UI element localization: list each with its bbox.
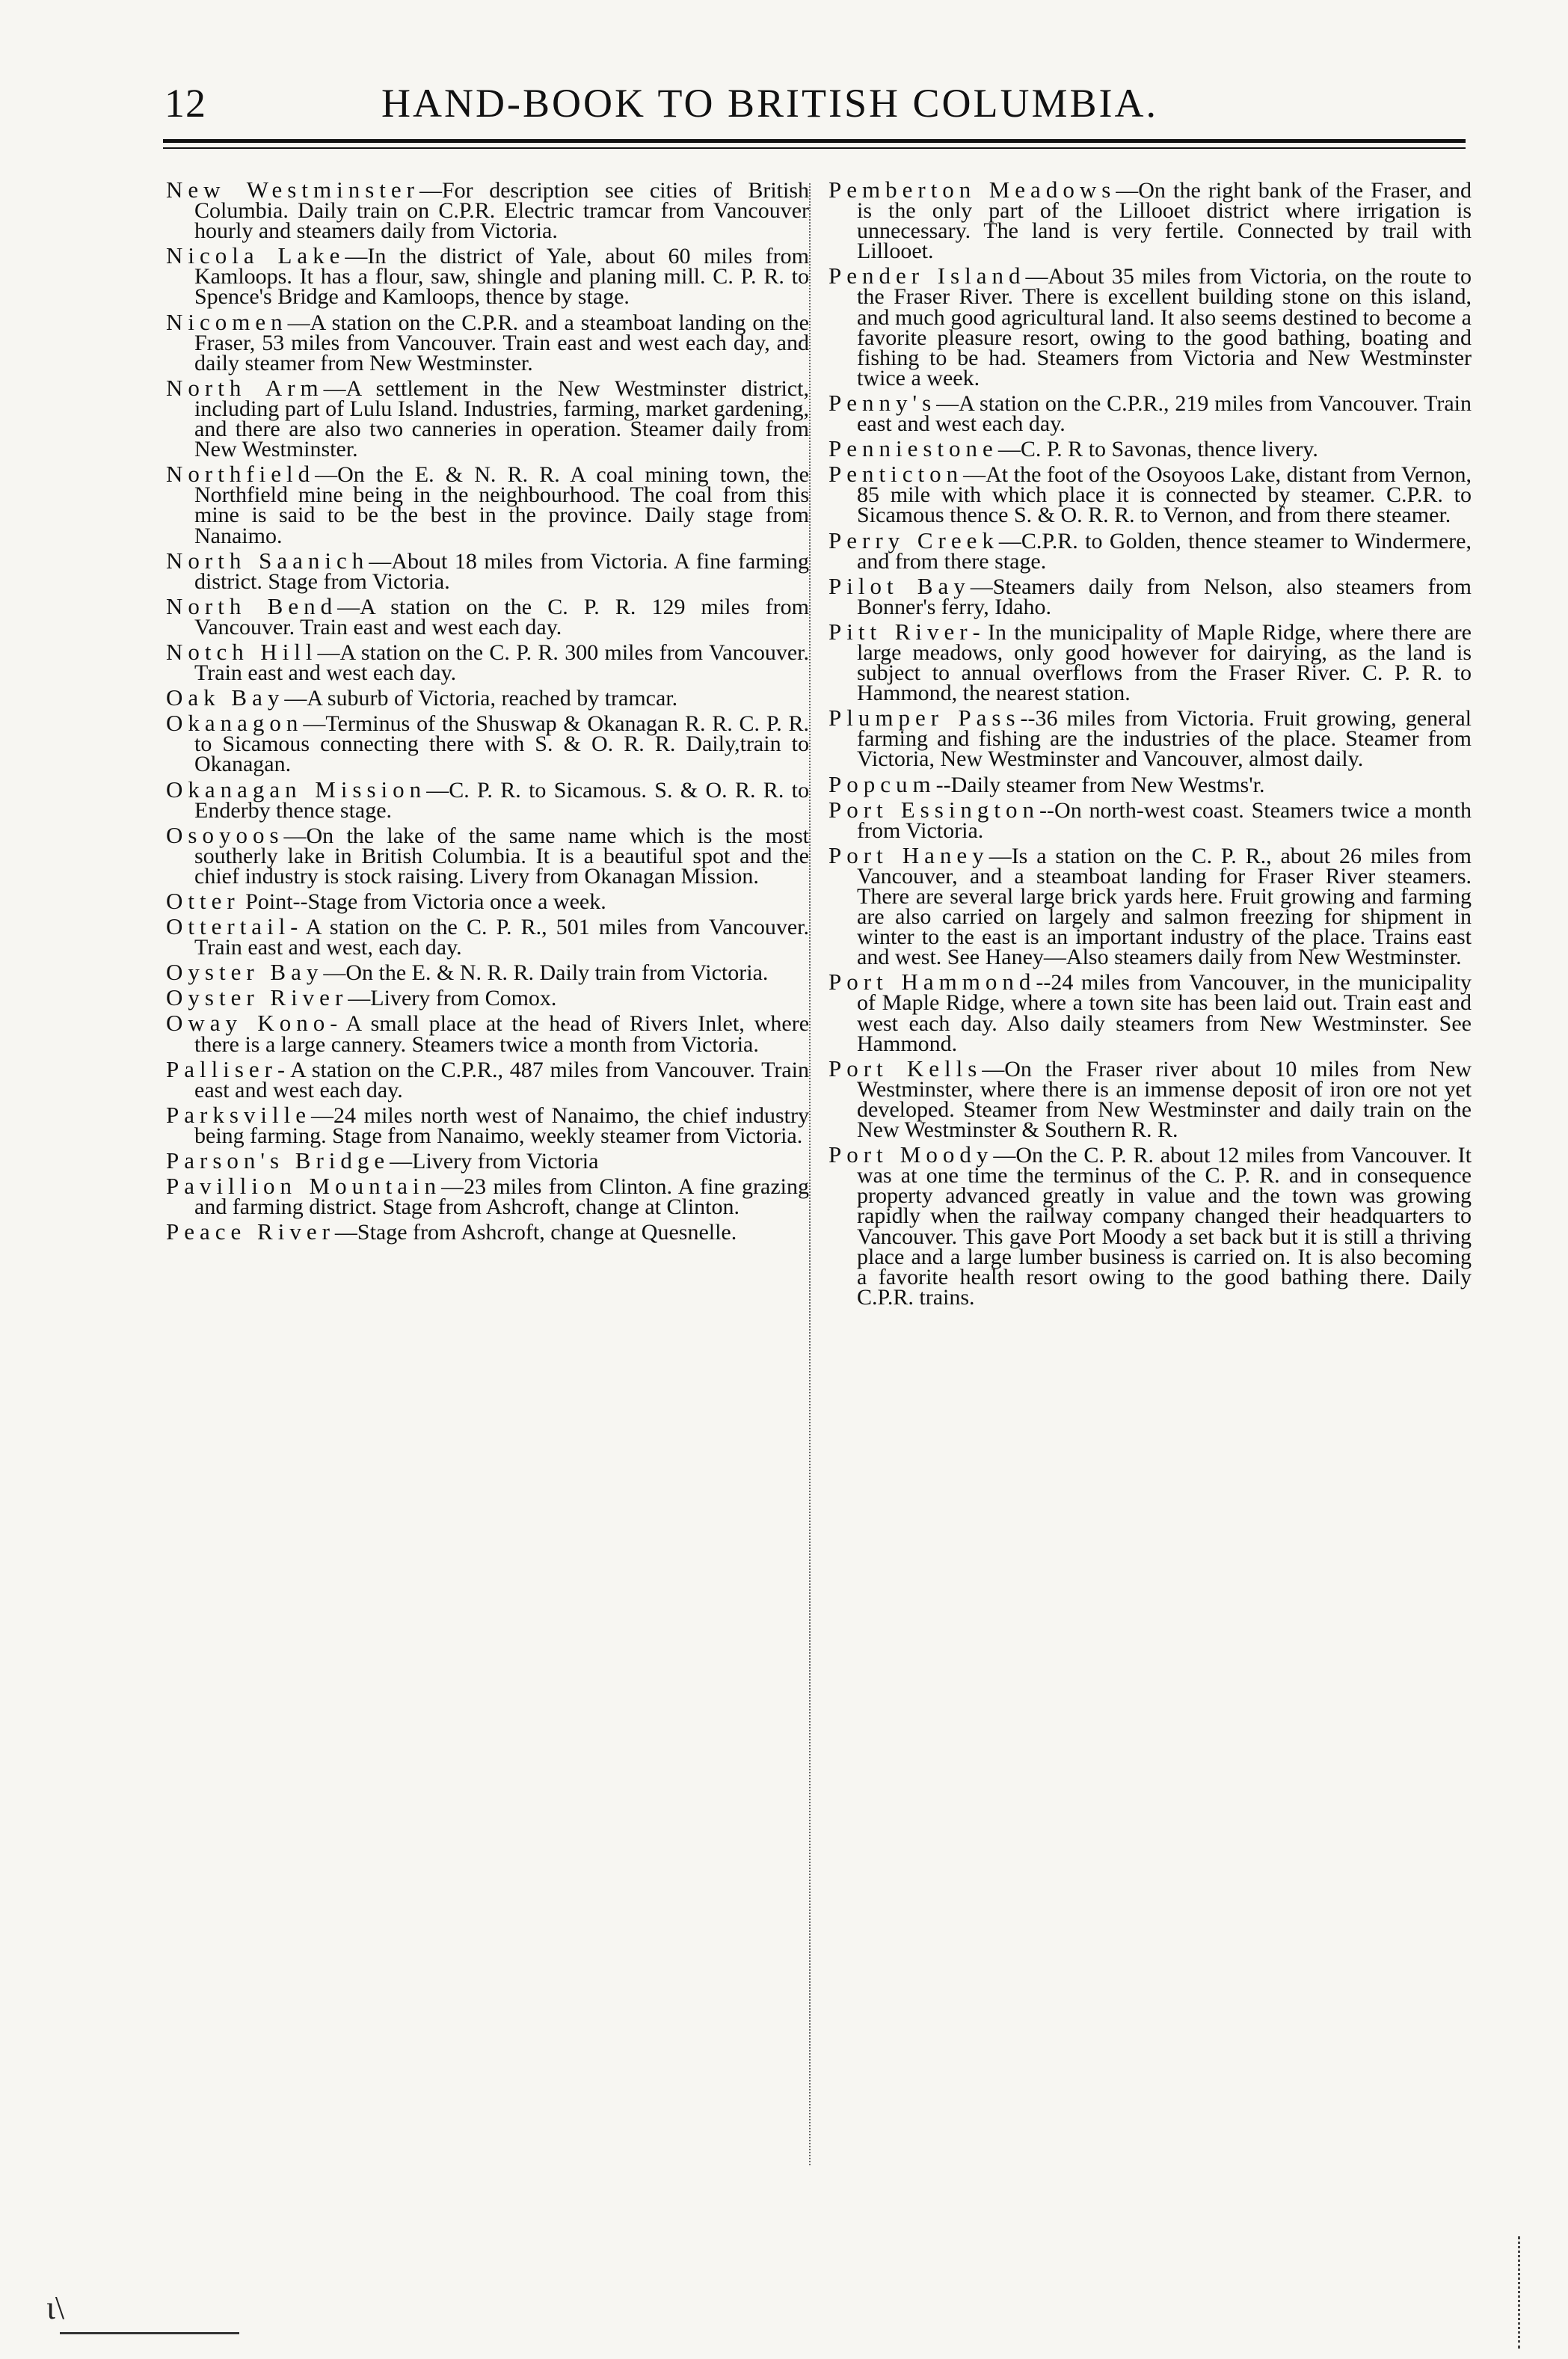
gazetteer-entry <box>828 1055 1472 1143</box>
entry-description: - A station on the C.P.R., 487 miles from Vancouver. Train east and west each day. <box>194 1057 809 1102</box>
entry-description: —A settlement in the New Westminster district, including part of Lulu Island. Industries, farming, market gardening, and there are also two canneries in operation. Steamer daily from New Westminster. <box>194 375 809 462</box>
entry-term: Pemberton Meadows <box>828 177 1116 203</box>
entry-term: Oway Kono <box>166 1010 330 1037</box>
entry-description: - A station on the C. P. R., 501 miles from Vancouver. Train east and west, each day. <box>194 915 809 960</box>
entry-description: —For description see cities of British Columbia. Daily train on C.P.R. Electric tramcar from Vancouver hourly and steamers daily from Victoria. <box>194 178 810 244</box>
gazetteer-entry <box>166 710 809 777</box>
entry-description: —At the foot of the Osoyoos Lake, distant from Vernon, 85 mile with which place it is connected by steamer. C.P.R. to Sicamous thence S. & O. R. R. to Vernon, and from there steamer. <box>857 462 1472 528</box>
margin-scribble: ι\ <box>46 2289 65 2326</box>
entry-description: —Stage from Ashcroft, change at Quesnelle. <box>334 1220 737 1245</box>
entry-description: —In the district of Yale, about 60 miles from Kamloops. It has a flour, saw, shingle and planing mill. C. P. R. to Spence's Bridge and Kamloops, thence by stage. <box>194 244 809 310</box>
page-header <box>165 81 1466 133</box>
gazetteer-entry <box>166 1173 810 1220</box>
entry-description: --On north-west coast. Steamers twice a month from Victoria. <box>857 797 1472 843</box>
gazetteer-entry <box>828 263 1472 390</box>
margin-dots <box>1518 2236 1520 2349</box>
entry-description: —About 18 miles from Victoria. A fine farming district. Stage from Victoria. <box>194 548 809 594</box>
entry-description: —24 miles north west of Nanaimo, the chief industry being farming. Stage from Nanaimo, weekly steamer from Victoria. <box>194 1102 809 1148</box>
entry-description: —A station on the C. P. R. 300 miles from Vancouver. Train east and west each day. <box>194 639 809 686</box>
entry-description: —On the right bank of the Fraser, and is the only part of the Lillooet district where irrigation is unnecessary. The land is very fertile. Connected by trail with Lillooet. <box>857 178 1472 264</box>
entry-term: Ottertail <box>166 913 291 940</box>
entry-description: —C. P. R to Savonas, thence livery. <box>997 437 1318 462</box>
gazetteer-entry <box>828 705 1472 772</box>
entry-description: —Is a station on the C. P. R., about 26 miles from Vancouver, and a steamboat landing for Fraser River steamers. There are several large brick yards here. Fruit growing and farming are also carried on largely and salmon freezing for shipment in winter to the east is an important industry of the place. Trains east and west. See Haney—Also steamers daily from New Westminster. <box>857 843 1472 970</box>
gazetteer-entry <box>828 177 1472 264</box>
entry-description: —A station on the C.P.R., 219 miles from Vancouver. Train east and west each day. <box>857 390 1472 437</box>
gazetteer-entry <box>166 776 809 823</box>
gazetteer-entry <box>166 592 809 639</box>
gazetteer-entry <box>166 1218 809 1245</box>
entry-description: —Terminus of the Shuswap & Okanagan R. R. C. P. R. to Sicamous connecting there with S. & O. R. R. Daily,train to Okanagan. <box>194 711 809 777</box>
entry-term: Parksville <box>166 1101 311 1128</box>
gazetteer-entry <box>828 1141 1472 1310</box>
entry-term: Nicomen <box>166 308 288 335</box>
gazetteer-entry <box>166 242 809 310</box>
entry-term: Pavillion Mountain <box>166 1173 442 1200</box>
entry-description: —On the Fraser river about 10 miles from New Westminster, where there is an immense deposit of iron ore not yet developed. Steamer from New Westminster and daily train on the New Westminster & Southern R. R. <box>857 1056 1472 1143</box>
gazetteer-entry <box>166 374 809 462</box>
entry-term: Nicola Lake <box>166 242 345 269</box>
gazetteer-entry <box>828 796 1472 843</box>
entry-description: —About 35 miles from Victoria, on the route to the Fraser River. There is excellent building stone on this island, and much good agricultural land. It also seems destined to become a favorite pleasure resort, owing to the good bathing, boating and fishing to be had. Steamers from Victoria and New Westminster twice a week. <box>857 264 1472 390</box>
entry-description: —C. P. R. to Sicamous. S. & O. R. R. to Enderby thence stage. <box>194 777 809 823</box>
gazetteer-entry <box>166 461 809 548</box>
entry-term: Pilot Bay <box>828 572 971 599</box>
gazetteer-entry <box>828 770 1472 797</box>
header-rule-thick <box>163 139 1466 143</box>
gazetteer-entry <box>166 888 809 914</box>
entry-term: Osoyoos <box>166 821 284 848</box>
entry-term: Okanagan Mission <box>166 776 427 803</box>
gazetteer-entry <box>828 969 1472 1056</box>
entry-description: —On the E. & N. R. R. A coal mining town, the Northfield mine being in the neighbourhood. The coal from this mine is said to be the best in the province. Daily stage from Nanaimo. <box>194 462 809 548</box>
entry-description: --36 miles from Victoria. Fruit growing, general farming and fishing are the industries of the place. Steamer from Victoria, New Westminster and Vancouver, almost daily. <box>857 706 1472 772</box>
entry-description: —C.P.R. to Golden, thence steamer to Windermere, and from there stage. <box>857 528 1472 574</box>
entry-term: Penny's <box>828 389 937 416</box>
entry-term: New Westminster <box>166 177 419 203</box>
page-number: 12 <box>165 81 206 126</box>
entry-term: Plumper Pass <box>828 705 1021 731</box>
gazetteer-entry <box>166 1055 809 1102</box>
entry-term: Oyster River <box>166 984 348 1011</box>
entry-term: Otter <box>166 888 240 914</box>
gazetteer-entry <box>828 389 1472 437</box>
gazetteer-entry <box>828 527 1472 574</box>
gazetteer-entry <box>166 177 810 244</box>
header-rule-thin <box>163 147 1466 149</box>
gazetteer-entry <box>166 984 809 1011</box>
entry-term: Okanagon <box>166 710 304 737</box>
gazetteer-entry <box>166 913 809 960</box>
entry-description: —Steamers daily from Nelson, also steamers from Bonner's ferry, Idaho. <box>857 574 1472 619</box>
entry-term: Notch Hill <box>166 638 318 665</box>
gazetteer-entry <box>166 308 809 375</box>
entry-description: —A station on the C.P.R. and a steamboat landing on the Fraser, 53 miles from Vancouver. Train east and west each day, and daily steamer from New Westminster. <box>194 310 809 375</box>
entry-description: —A suburb of Victoria, reached by tramcar. <box>284 686 678 711</box>
entry-description: —A station on the C. P. R. 129 miles from Vancouver. Train east and west each day. <box>194 594 809 639</box>
margin-underline <box>60 2332 239 2334</box>
entry-term: Port Kells <box>828 1055 983 1082</box>
left-column <box>166 177 810 1247</box>
entry-term: Pitt River <box>828 618 973 645</box>
entry-description: - A small place at the head of Rivers Inlet, where there is a large cannery. Steamers twice a month from Victoria. <box>194 1011 810 1057</box>
entry-description: —23 miles from Clinton. A fine grazing and farming district. Stage from Ashcroft, change at Clinton. <box>194 1174 810 1220</box>
entry-description: —Livery from Victoria <box>390 1149 599 1174</box>
running-title: HAND-BOOK TO BRITISH COLUMBIA. <box>381 81 1159 126</box>
entry-term: Northfield <box>166 461 316 488</box>
entry-term: North Saanich <box>166 547 369 574</box>
entry-term: Penticton <box>828 461 964 488</box>
gazetteer-entry <box>166 684 809 711</box>
entry-description: - In the municipality of Maple Ridge, where there are large meadows, only good however for dairying, as the land is subject to annual overflows from the Fraser River. C. P. R. to Hammond, the nearest station. <box>857 619 1472 706</box>
entry-term: North Bend <box>166 592 338 619</box>
entry-term: Parson's Bridge <box>166 1147 390 1174</box>
gazetteer-entry <box>828 618 1472 706</box>
entry-description: --24 miles from Vancouver, in the municipality of Maple Ridge, where a town site has been laid out. Train east and west each day. Also daily steamers from New Westminster. See Hammond. <box>857 970 1472 1056</box>
entry-term: Peace River <box>166 1218 335 1245</box>
entry-description: --Daily steamer from New Westms'r. <box>935 772 1265 797</box>
entry-term: Oyster Bay <box>166 959 324 986</box>
entry-description: Point--Stage from Victoria once a week. <box>239 889 606 914</box>
gazetteer-entry <box>828 841 1472 970</box>
entry-term: Port Essington <box>828 796 1040 823</box>
entry-description: —On the C. P. R. about 12 miles from Vancouver. It was at one time the terminus of the C. P. R. and in consequence property advanced greatly in value and the town was growing rapidly when the railway company changed their headquarters to Vancouver. This gave Port Moody a set back but it is still a thriving place and a large lumber business is carried on. It is also becoming a favorite health resort owing to the good bathing there. Daily C.P.R. trains. <box>857 1143 1472 1310</box>
entry-term: Port Moody <box>828 1141 994 1168</box>
entry-term: Perry Creek <box>828 527 999 553</box>
gazetteer-entry <box>166 1101 809 1148</box>
entry-term: Penniestone <box>828 435 998 462</box>
right-column <box>828 177 1472 1312</box>
gazetteer-entry <box>166 638 809 686</box>
gazetteer-entry <box>828 461 1472 528</box>
gazetteer-entry <box>166 547 809 594</box>
entry-term: Port Hammond <box>828 969 1036 996</box>
entry-term: Palliser <box>166 1055 277 1082</box>
gazetteer-entry <box>828 572 1472 619</box>
entry-description: —Livery from Comox. <box>348 986 557 1011</box>
gazetteer-entry <box>166 821 809 889</box>
gazetteer-entry <box>166 1147 809 1174</box>
gazetteer-entry <box>166 1010 810 1057</box>
column-separator <box>809 183 811 2165</box>
entry-description: —On the lake of the same name which is the most southerly lake in British Columbia. It is a beautiful spot and the chief industry is stock raising. Livery from Okanagan Mission. <box>194 823 809 889</box>
entry-term: North Arm <box>166 374 324 401</box>
entry-term: Port Haney <box>828 841 989 868</box>
gazetteer-entry <box>828 435 1472 462</box>
entry-description: —On the E. & N. R. R. Daily train from Victoria. <box>323 960 769 986</box>
entry-term: Pender Island <box>828 263 1026 289</box>
entry-term: Oak Bay <box>166 684 285 711</box>
entry-term: Popcum <box>828 770 936 797</box>
gazetteer-entry <box>166 959 809 986</box>
